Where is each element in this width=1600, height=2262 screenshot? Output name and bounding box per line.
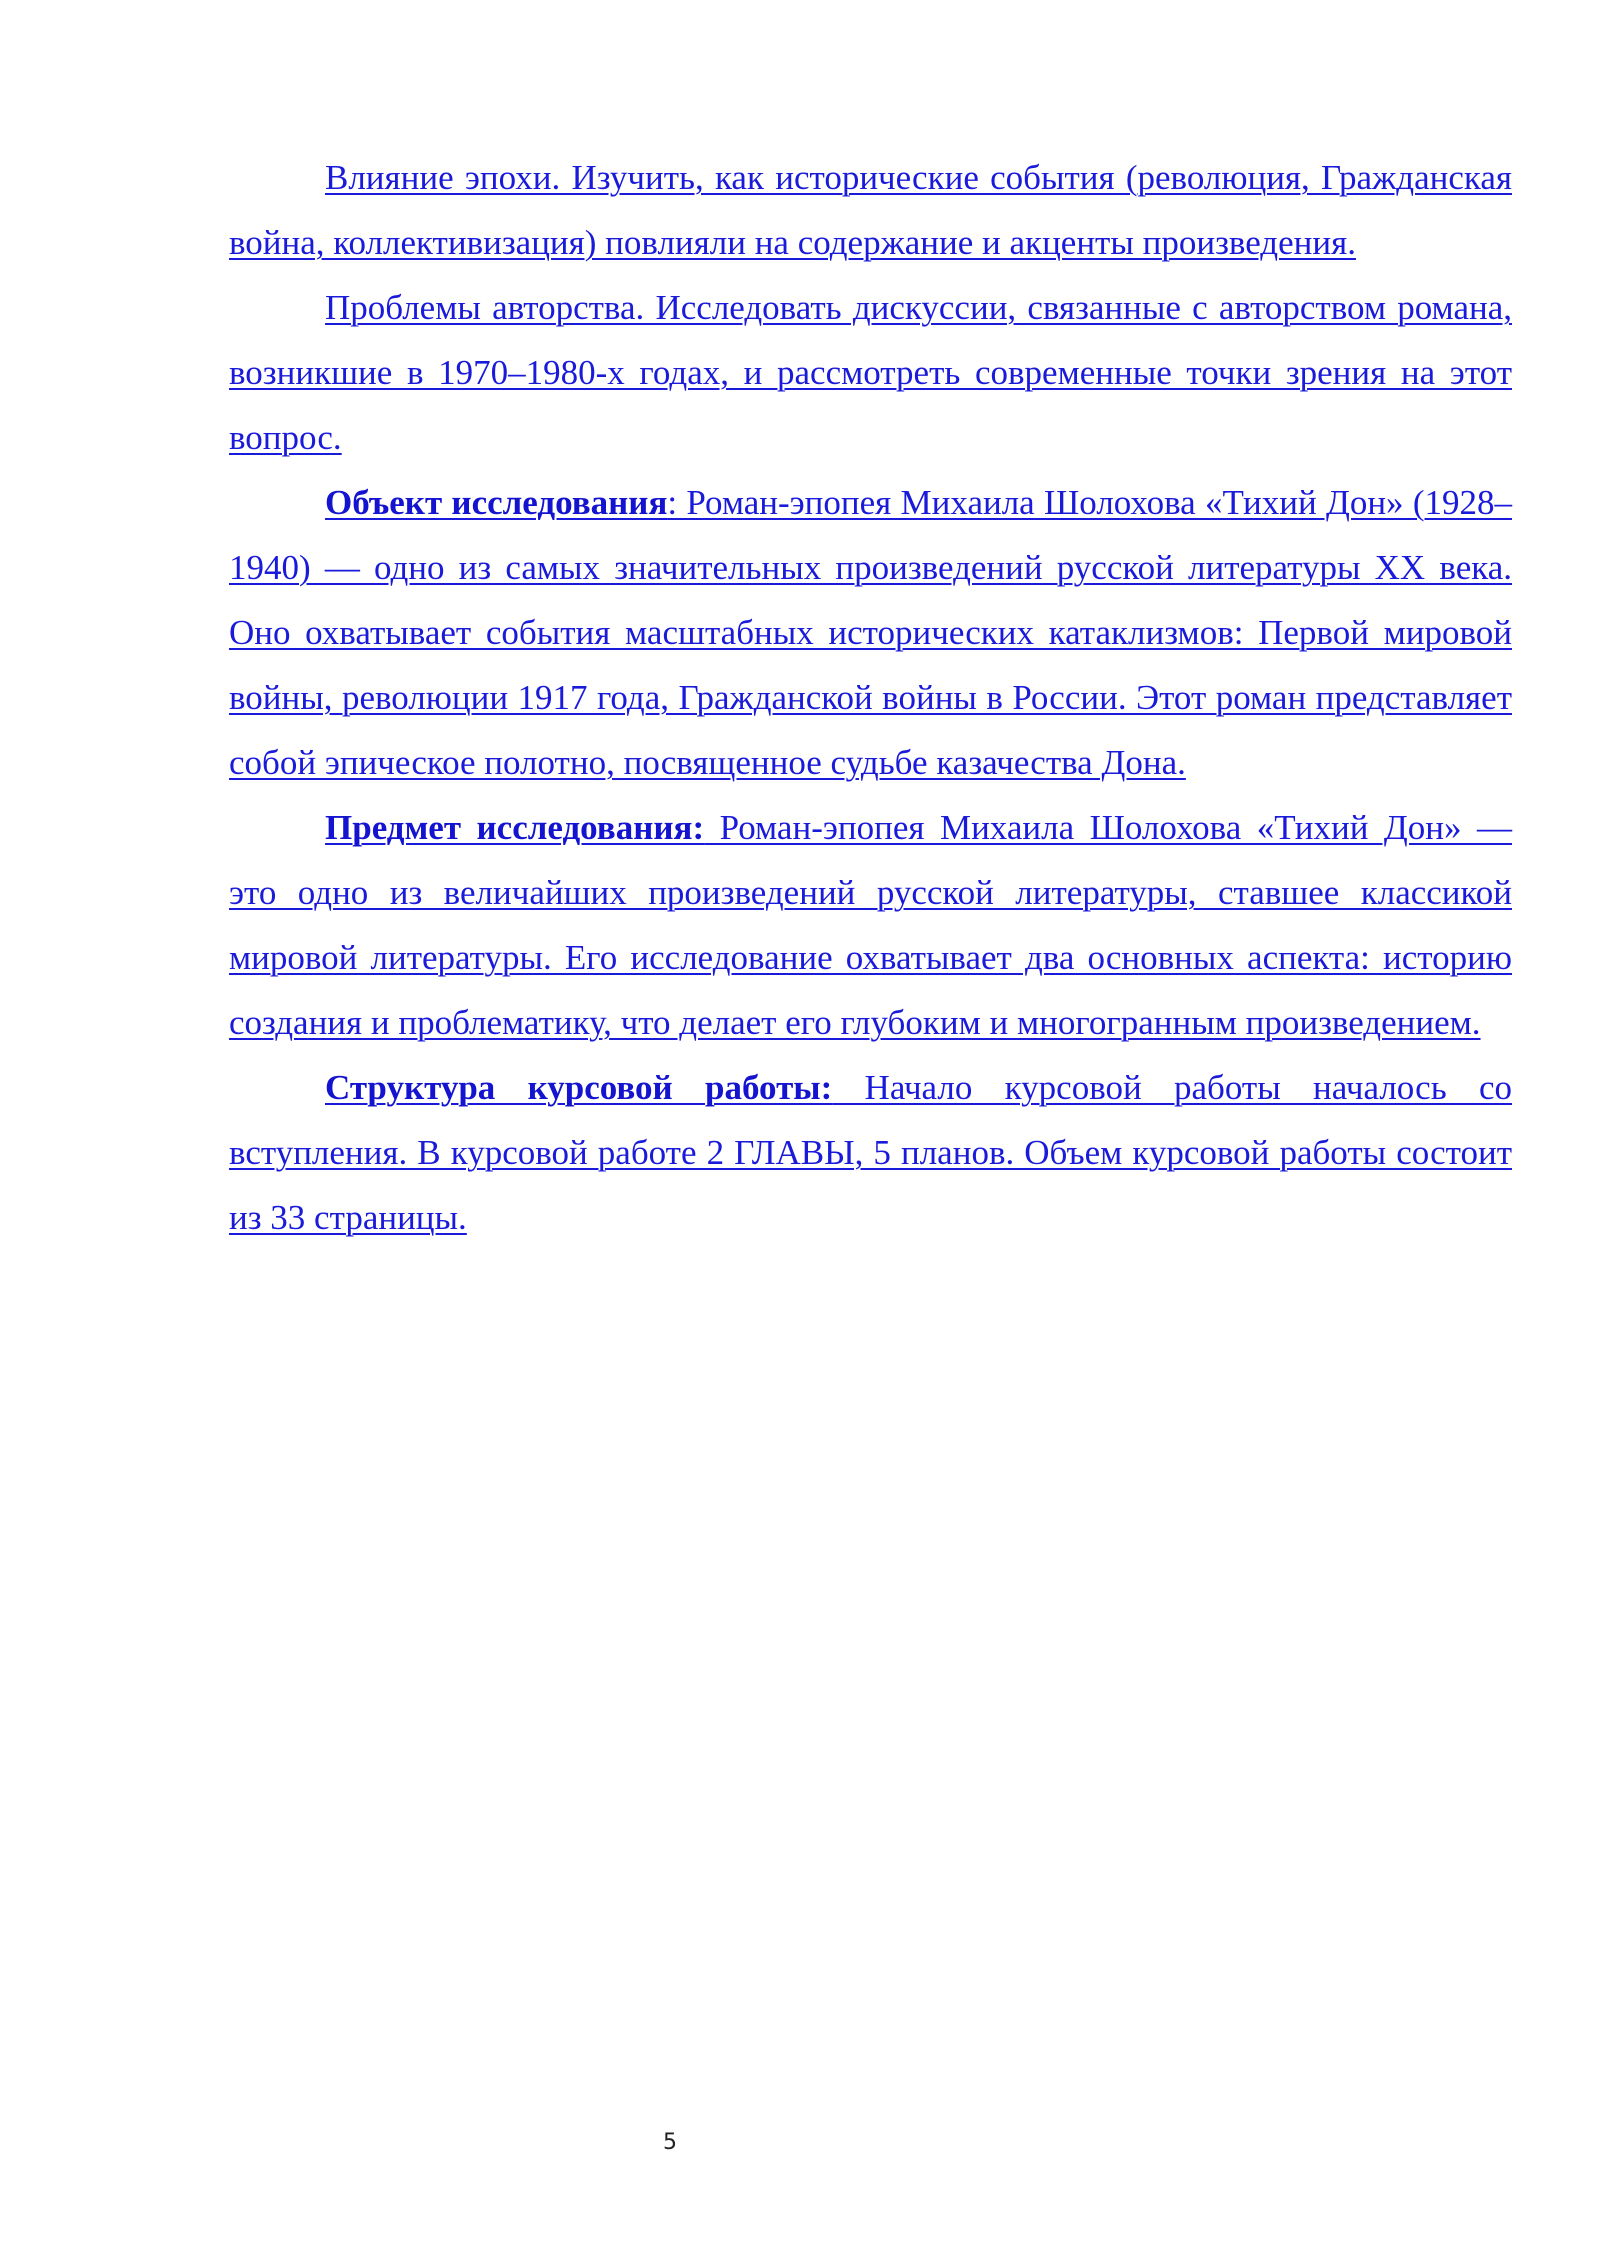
paragraph-lead: Структура курсовой работы: [325, 1068, 833, 1107]
paragraph-lead: Объект исследования [325, 483, 668, 522]
paragraph-research-subject [229, 795, 1512, 1055]
paragraph-text: Влияние эпохи. Изучить, как исторические события (революция, Гражданская война, коллективизация) повлияли на содержание и акценты произведения. [229, 158, 1512, 262]
paragraph-research-object [229, 470, 1512, 795]
paragraph-text: Начало курсовой работы началось со вступления. В курсовой работе 2 ГЛАВЫ, 5 планов. Объем курсовой работы состоит из 33 страницы. [229, 1068, 1512, 1237]
paragraph-text: Роман-эпопея Михаила Шолохова «Тихий Дон» — это одно из величайших произведений русской литературы, ставшее классикой мировой литературы. Его исследование охватывает два основных аспекта: историю создания и проблематику, что делает его глубоким и многогранным произведением. [229, 808, 1513, 1042]
paragraph-text: Проблемы авторства. Исследовать дискуссии, связанные с авторством романа, возникшие в 1970–1980-х годах, и рассмотреть современные точки зрения на этот вопрос. [229, 288, 1512, 457]
document-body [229, 145, 1512, 1250]
page-number: 5 [663, 2130, 677, 2155]
paragraph-lead: Предмет исследования: [325, 808, 705, 847]
paragraph-text: : Роман-эпопея Михаила Шолохова «Тихий Дон» (1928–1940) — одно из самых значительных произведений русской литературы XX века. Оно охватывает события масштабных исторических катаклизмов: Первой мировой войны, революции 1917 года, Гражданской войны в России. Этот роман представляет собой эпическое полотно, посвященное судьбе казачества Дона. [229, 483, 1512, 782]
paragraph-authorship [229, 275, 1512, 470]
paragraph-era-influence [229, 145, 1512, 275]
paragraph-structure [229, 1055, 1512, 1250]
